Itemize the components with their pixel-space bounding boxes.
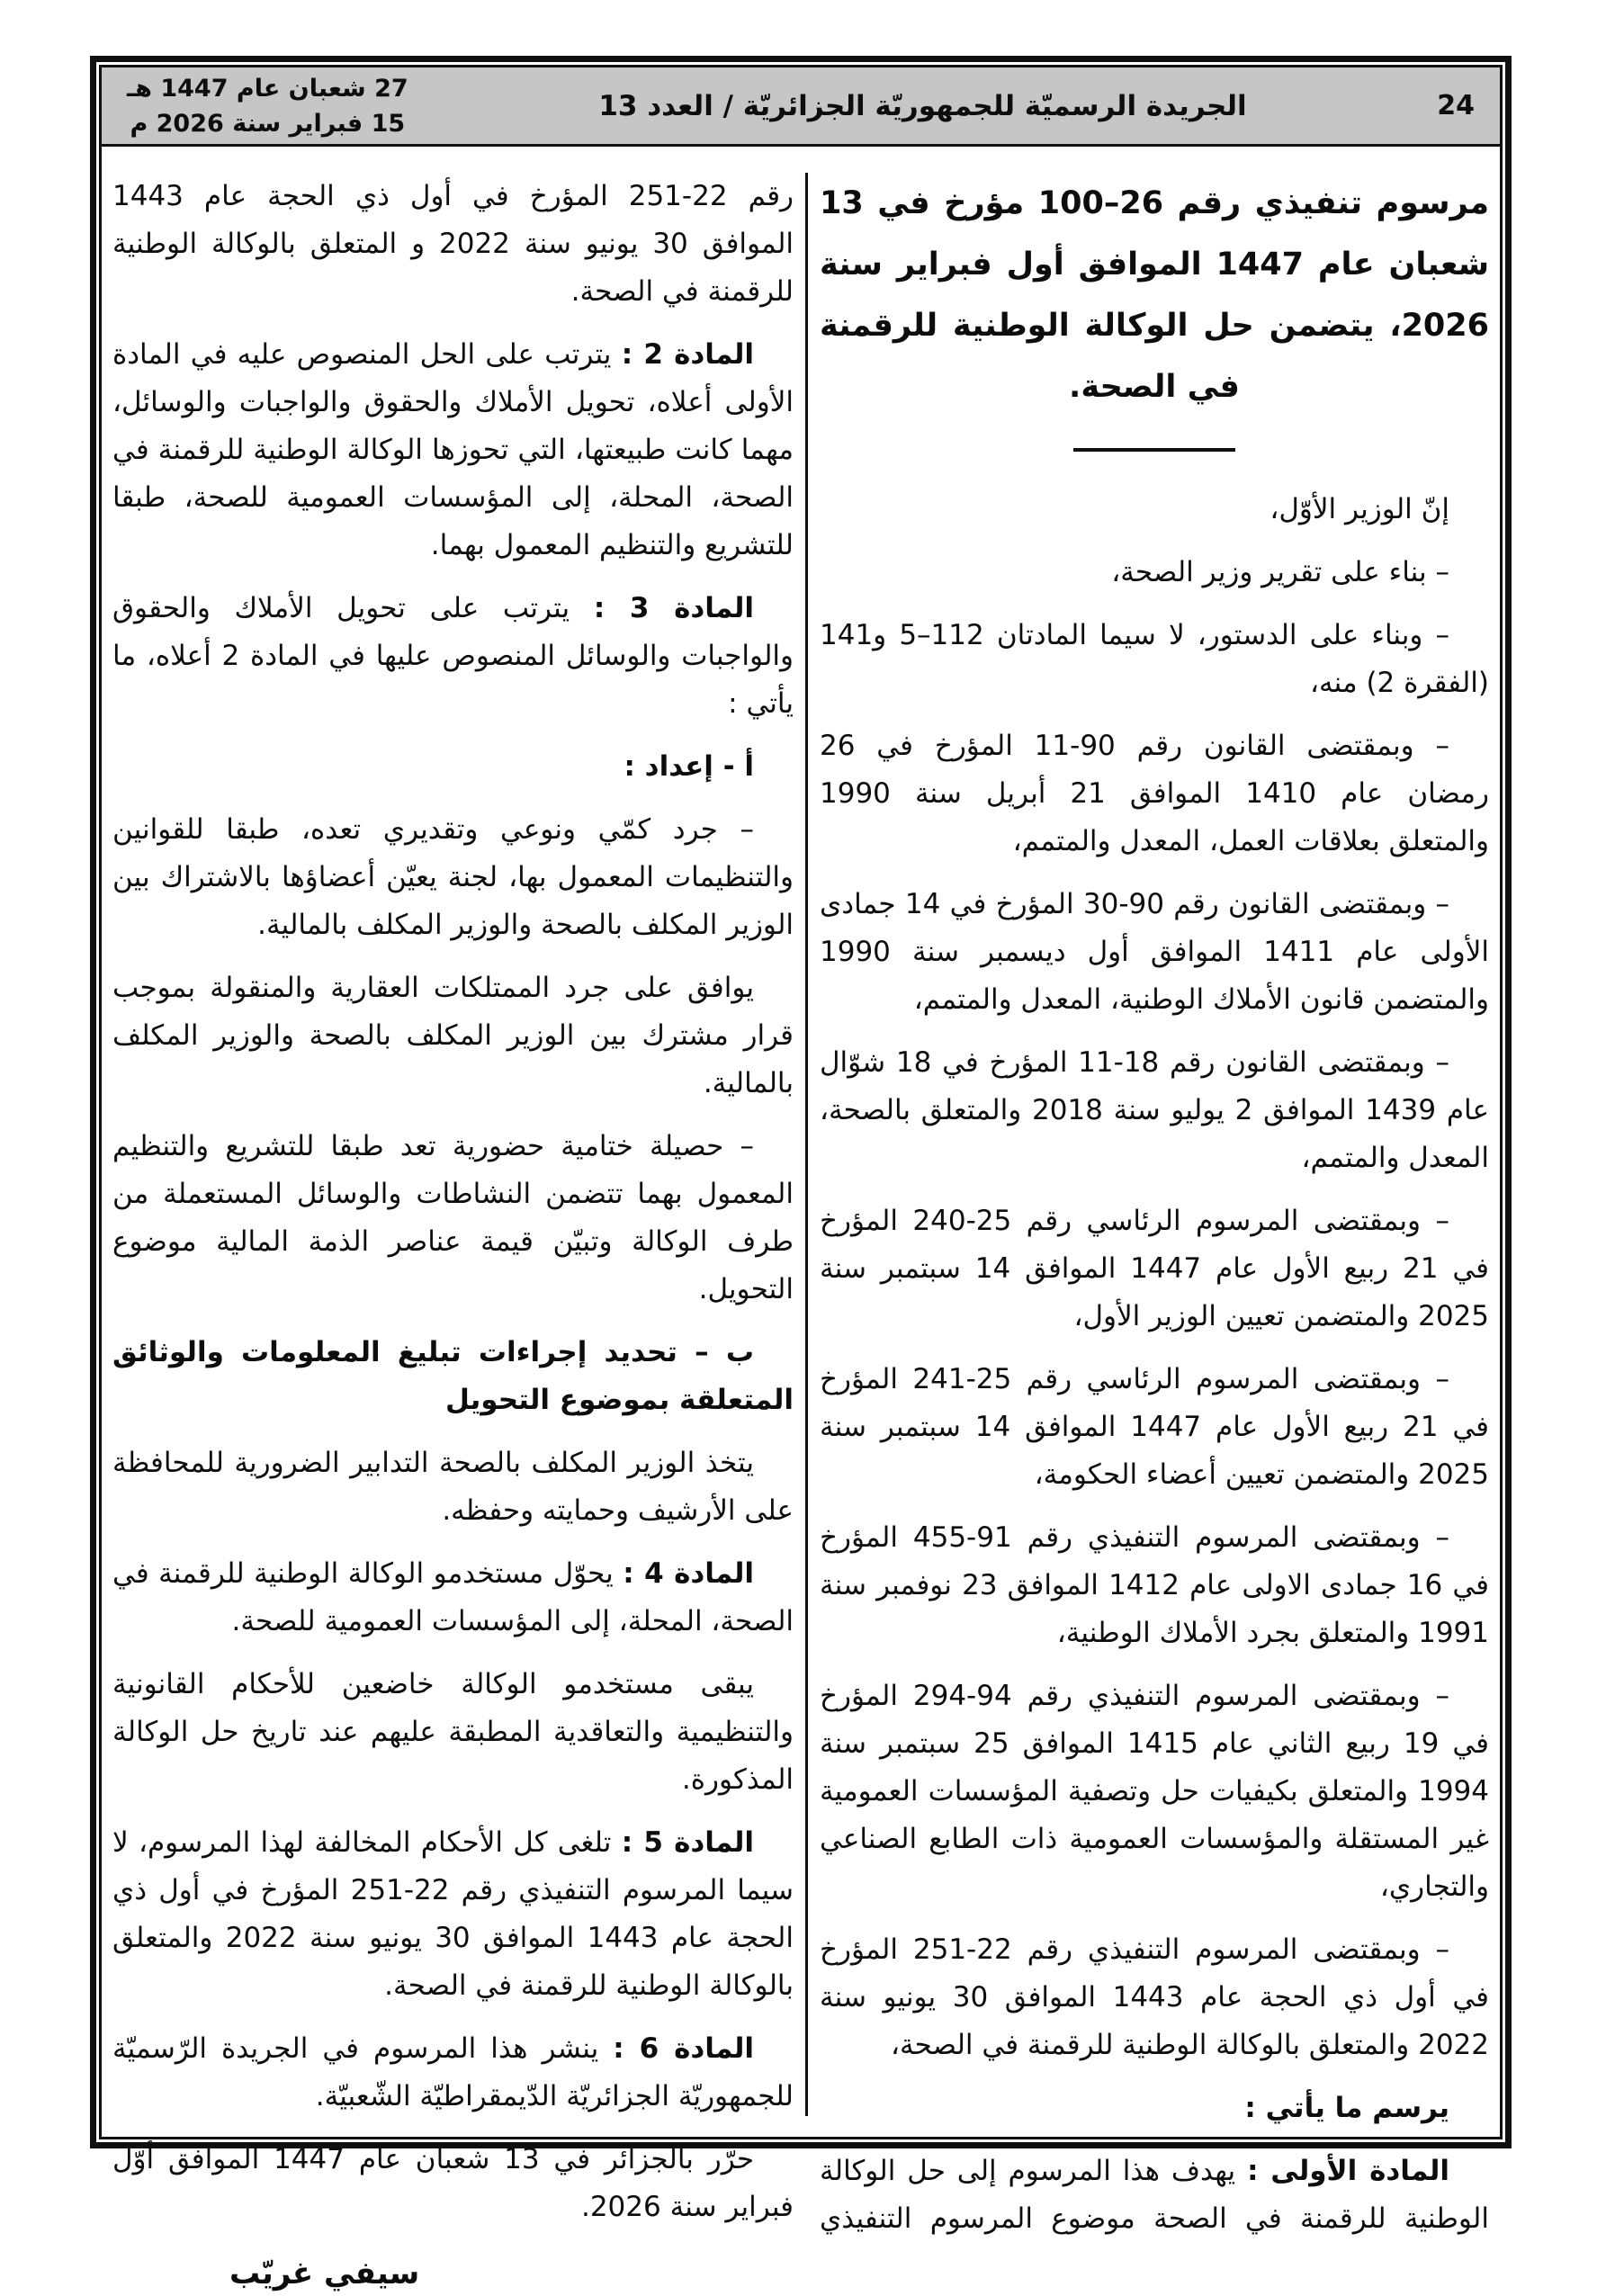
intro-line: إنّ الوزير الأوّل، xyxy=(1270,493,1449,525)
article-6 xyxy=(112,2025,794,2121)
balance-item: – حصيلة ختامية حضورية تعد طبقا للتشريع والتنظيم المعمول بهما تتضمن النشاطات والوسائل المستعملة من طرف الوكالة وتبيّن قيمة عناصر الذمة المالية موضوع التحويل. xyxy=(112,1130,794,1305)
archives-paragraph: يتخذ الوزير المكلف بالصحة التدابير الضرورية للمحافظة على الأرشيف وحمايته وحفظه. xyxy=(112,1447,794,1527)
column-divider-rule xyxy=(805,173,808,2116)
article-1-text: يهدف هذا المرسوم إلى حل الوكالة الوطنية للرقمنة في الصحة موضوع المرسوم التنفيذي xyxy=(820,2155,1489,2235)
signature: سيفي غريّب xyxy=(229,2256,420,2292)
visa-law-90-11: – وبمقتضى القانون رقم 90‏-‏11 المؤرخ في 26 رمضان عام 1410 الموافق 21 أبريل سنة 1990 والمتعلق بعلاقات العمل، المعدل والمتمم، xyxy=(820,730,1489,857)
hijri-date: 27 شعبان عام 1447 هـ xyxy=(127,74,408,103)
visa-decree-22-251: – وبمقتضى المرسوم التنفيذي رقم 22‏-‏251 المؤرخ في أول ذي الحجة عام 1443 الموافق 30 يونيو سنة 2022 والمتعلق بالوكالة الوطنية للرقمنة في الصحة، xyxy=(820,1933,1489,2061)
article-5-text: تلغى كل الأحكام المخالفة لهذا المرسوم، لا سيما المرسوم التنفيذي رقم 22‏-‏251 المؤرخ في أول ذي الحجة عام 1443 الموافق 30 يونيو سنة 2022 والمتعلق بالوكالة الوطنية للرقمنة في الصحة. xyxy=(112,1826,794,2002)
staff-paragraph: يبقى مستخدمو الوكالة خاضعين للأحكام القانونية والتنظيمية والتعاقدية المطبقة عليهم عند تاريخ حل الوكالة المذكورة. xyxy=(112,1668,794,1796)
article-5-label: المادة 5 : xyxy=(621,1826,754,1859)
signed-at-line: حرّر بالجزائر في 13 شعبان عام 1447 الموافق أوّل فبراير سنة 2026. xyxy=(112,2143,794,2223)
page-frame xyxy=(90,56,1512,2292)
visa-decree-94-294: – وبمقتضى المرسوم التنفيذي رقم 94‏-‏294 المؤرخ في 19 ربيع الثاني عام 1415 الموافق 25 سبتمبر سنة 1994 والمتعلق بكيفيات حل وتصفية المؤسسات العمومية غير المستقلة والمؤسسات العمومية ذات الطابع الصناعي والتجاري، xyxy=(820,1680,1490,1903)
page-number: 24 xyxy=(1437,90,1475,121)
article-5 xyxy=(112,1819,794,2010)
gregorian-date: 15 فبراير سنة 2026 م xyxy=(130,109,406,138)
issue-dates xyxy=(127,71,408,141)
article-2 xyxy=(112,331,794,570)
article-3 xyxy=(112,585,794,728)
visa-decree-25-240: – وبمقتضى المرسوم الرئاسي رقم 25‏-‏240 المؤرخ في 21 ربيع الأول عام 1447 الموافق 14 سبتمبر سنة 2025 والمتضمن تعيين الوزير الأول، xyxy=(820,1205,1489,1332)
title-divider-rule xyxy=(1073,448,1235,452)
enacting-formula: يرسم ما يأتي : xyxy=(1244,2092,1449,2124)
section-a-heading: أ - إعداد : xyxy=(624,750,754,783)
visa-law-18-11: – وبمقتضى القانون رقم 18‏-‏11 المؤرخ في 18 شوّال عام 1439 الموافق 2 يوليو سنة 2018 والمتعلق بالصحة، المعدل والمتمم، xyxy=(820,1046,1489,1174)
journal-title: الجريدة الرسميّة للجمهوريّة الجزائريّة / العدد 13 xyxy=(598,89,1247,122)
page-header xyxy=(102,67,1500,147)
inventory-item: – جرد كمّي ونوعي وتقديري تعده، طبقا للقوانين والتنظيمات المعمول بها، لجنة يعيّن أعضاؤها بالاشتراك بين الوزير المكلف بالصحة والوزير المكلف بالمالية. xyxy=(112,813,794,941)
page-inner-frame xyxy=(99,65,1503,2292)
article-4-text: يحوّل مستخدمو الوكالة الوطنية للرقمنة في الصحة، المحلة، إلى المؤسسات العمومية للصحة. xyxy=(112,1557,794,1637)
visa-report: – بناء على تقرير وزير الصحة، xyxy=(1111,556,1449,588)
column-left xyxy=(112,173,794,2292)
visa-constitution: – وبناء على الدستور، لا سيما المادتان 112‏–‏5 و141 (الفقرة 2) منه، xyxy=(820,619,1489,699)
article-1-label: المادة الأولى : xyxy=(1247,2155,1449,2187)
article-4-label: المادة 4 : xyxy=(623,1557,754,1590)
article-2-text: يترتب على الحل المنصوص عليه في المادة الأولى أعلاه، تحويل الأملاك والحقوق والواجبات والوسائل، مهما كانت طبيعتها، التي تحوزها الوكالة الوطنية للرقمنة في الصحة، المحلة، إلى المؤسسات العمومية للصحة، طبقا للتشريع والتنظيم المعمول بهما. xyxy=(112,338,794,561)
article-1 xyxy=(820,2148,1489,2243)
visa-decree-91-455: – وبمقتضى المرسوم التنفيذي رقم 91‏-‏455 المؤرخ في 16 جمادى الاولى عام 1412 الموافق 23 نوفمبر سنة 1991 والمتعلق بجرد الأملاك الوطنية، xyxy=(820,1521,1490,1649)
article-2-label: المادة 2 : xyxy=(621,338,754,371)
article-3-label: المادة 3 : xyxy=(593,592,754,624)
visa-law-90-30: – وبمقتضى القانون رقم 90‏-‏30 المؤرخ في 14 جمادى الأولى عام 1411 الموافق أول ديسمبر سنة 1990 والمتضمن قانون الأملاك الوطنية، المعدل والمتمم، xyxy=(820,888,1490,1016)
column-right xyxy=(820,173,1490,2235)
article-1-continuation: رقم 22‏-‏251 المؤرخ في أول ذي الحجة عام 1443 الموافق 30 يونيو سنة 2022 و المتعلق بالوكالة الوطنية للرقمنة في الصحة. xyxy=(112,180,794,308)
section-b-heading: ب – تحديد إجراءات تبليغ المعلومات والوثائق المتعلقة بموضوع التحويل xyxy=(112,1336,794,1416)
page-body xyxy=(102,149,1500,2292)
decree-title: مرسوم تنفيذي رقم 26‏–‏100 مؤرخ في 13 شعبان عام 1447 الموافق أول فبراير سنة 2026، يتضمن حل الوكالة الوطنية للرقمنة في الصحة. xyxy=(820,185,1489,405)
article-6-label: المادة 6 : xyxy=(613,2032,754,2065)
visa-decree-25-241: – وبمقتضى المرسوم الرئاسي رقم 25‏-‏241 المؤرخ في 21 ربيع الأول عام 1447 الموافق 14 سبتمبر سنة 2025 والمتضمن تعيين أعضاء الحكومة، xyxy=(820,1363,1489,1491)
approval-paragraph: يوافق على جرد الممتلكات العقارية والمنقولة بموجب قرار مشترك بين الوزير المكلف بالصحة والوزير المكلف بالمالية. xyxy=(112,972,794,1099)
article-3-text: يترتب على تحويل الأملاك والحقوق والواجبات والوسائل المنصوص عليها في المادة 2 أعلاه، ما يأتي : xyxy=(112,592,794,720)
article-4 xyxy=(112,1550,794,1646)
article-6-text: ينشر هذا المرسوم في الجريدة الرّسميّة للجمهوريّة الجزائريّة الدّيمقراطيّة الشّعبيّة. xyxy=(112,2032,794,2112)
